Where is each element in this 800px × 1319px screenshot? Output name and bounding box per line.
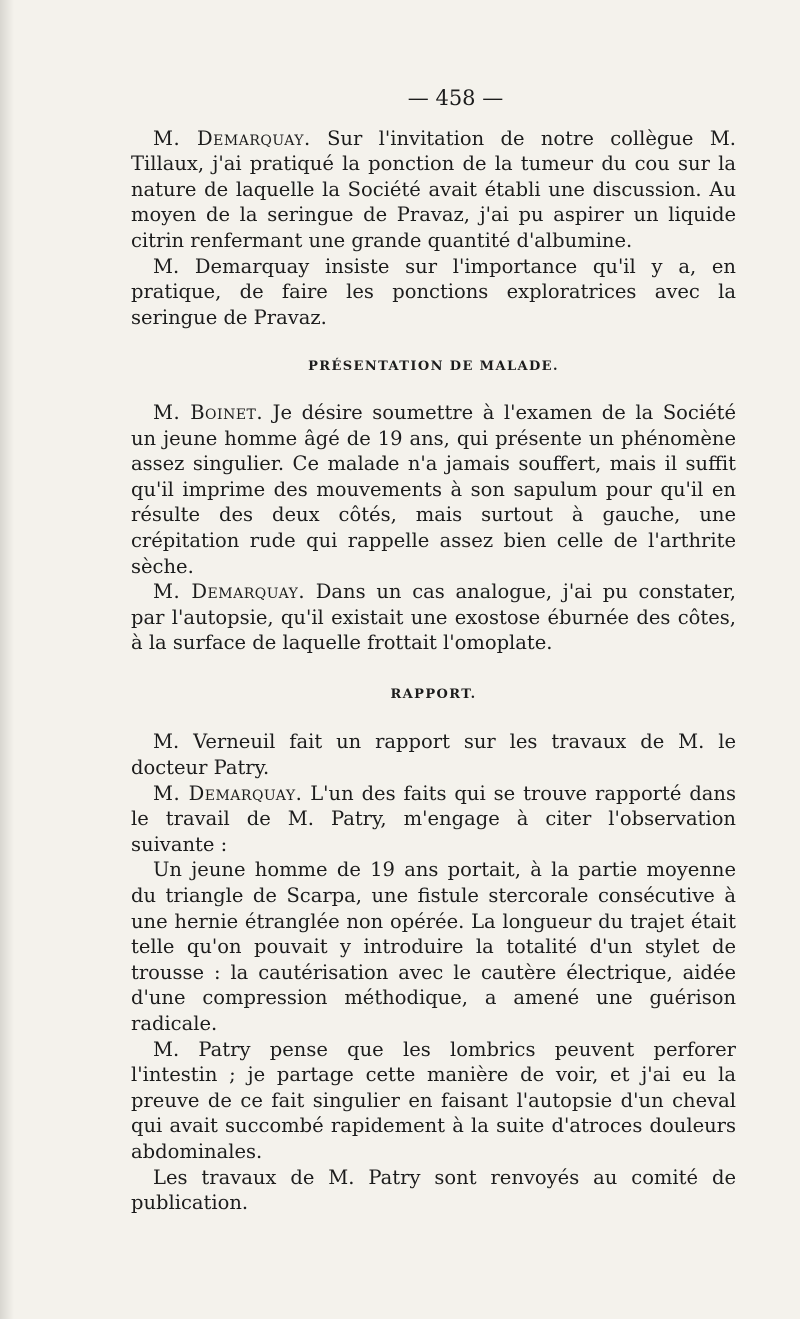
paragraph <box>131 781 736 858</box>
paragraph: M. Patry pense que les lombrics peuvent perforer l'intestin ; je partage cette manière de voir, et j'ai eu la preuve de ce fait singulier en faisant l'autopsie d'un cheval qui avait succombé rapidement à la suite d'atroces douleurs abdominales. <box>131 1037 736 1163</box>
section-heading: PRÉSENTATION DE MALADE. <box>308 359 559 375</box>
paragraph <box>131 400 736 579</box>
paragraph: Un jeune homme de 19 ans portait, à la partie moyenne du triangle de Scarpa, une fistule stercorale consécutive à une hernie étranglée non opérée. La longueur du trajet était telle qu'on pouvait y introduire la totalité d'un stylet de trousse : la cautérisation avec le cautère électrique, aidée d'une compression méthodique, a amené une guérison radicale. <box>131 858 736 1035</box>
paragraph-text: Je désire soumettre à l'examen de la Société un jeune homme âgé de 19 ans, qui présente un phénomène assez singulier. Ce malade n'a jamais souffert, mais il suffit qu'il imprime des mouvements à son sapulum pour qu'il en résulte des deux côtés, mais surtout à gauche, une crépitation rude qui rappelle assez bien celle de l'arthrite sèche. <box>131 400 736 578</box>
speaker-name: M. Demarquay. <box>153 781 303 805</box>
page-number: — 458 — <box>407 86 504 110</box>
speaker-name: M. Boinet. <box>153 400 264 424</box>
paragraph-text: L'un des faits qui se trouve rapporté dans le travail de M. Patry, m'engage à citer l'observation suivante : <box>131 781 736 856</box>
section-heading: RAPPORT. <box>390 686 477 702</box>
paragraph <box>131 126 736 254</box>
paragraph: Les travaux de M. Patry sont renvoyés au comité de publication. <box>131 1165 736 1215</box>
speaker-name: M. Demarquay. <box>153 580 306 604</box>
speaker-name: M. Demarquay. <box>153 126 311 150</box>
paragraph-text: Dans un cas analogue, j'ai pu constater, par l'autopsie, qu'il existait une exostose éburnée des côtes, à la surface de laquelle frottait l'omoplate. <box>131 580 736 655</box>
paragraph: M. Verneuil fait un rapport sur les travaux de M. le docteur Patry. <box>131 730 736 780</box>
paragraph-text: Sur l'invitation de notre collègue M. Tillaux, j'ai pratiqué la ponction de la tumeur du cou sur la nature de laquelle la Société avait établi une discussion. Au moyen de la seringue de Pravaz, j'ai pu aspirer un liquide citrin renfermant une grande quantité d'albumine. <box>131 126 736 252</box>
text-block <box>131 78 736 1216</box>
paragraph <box>131 579 736 656</box>
paragraph: M. Demarquay insiste sur l'importance qu'il y a, en pratique, de faire les ponctions exploratrices avec la seringue de Pravaz. <box>131 254 736 329</box>
